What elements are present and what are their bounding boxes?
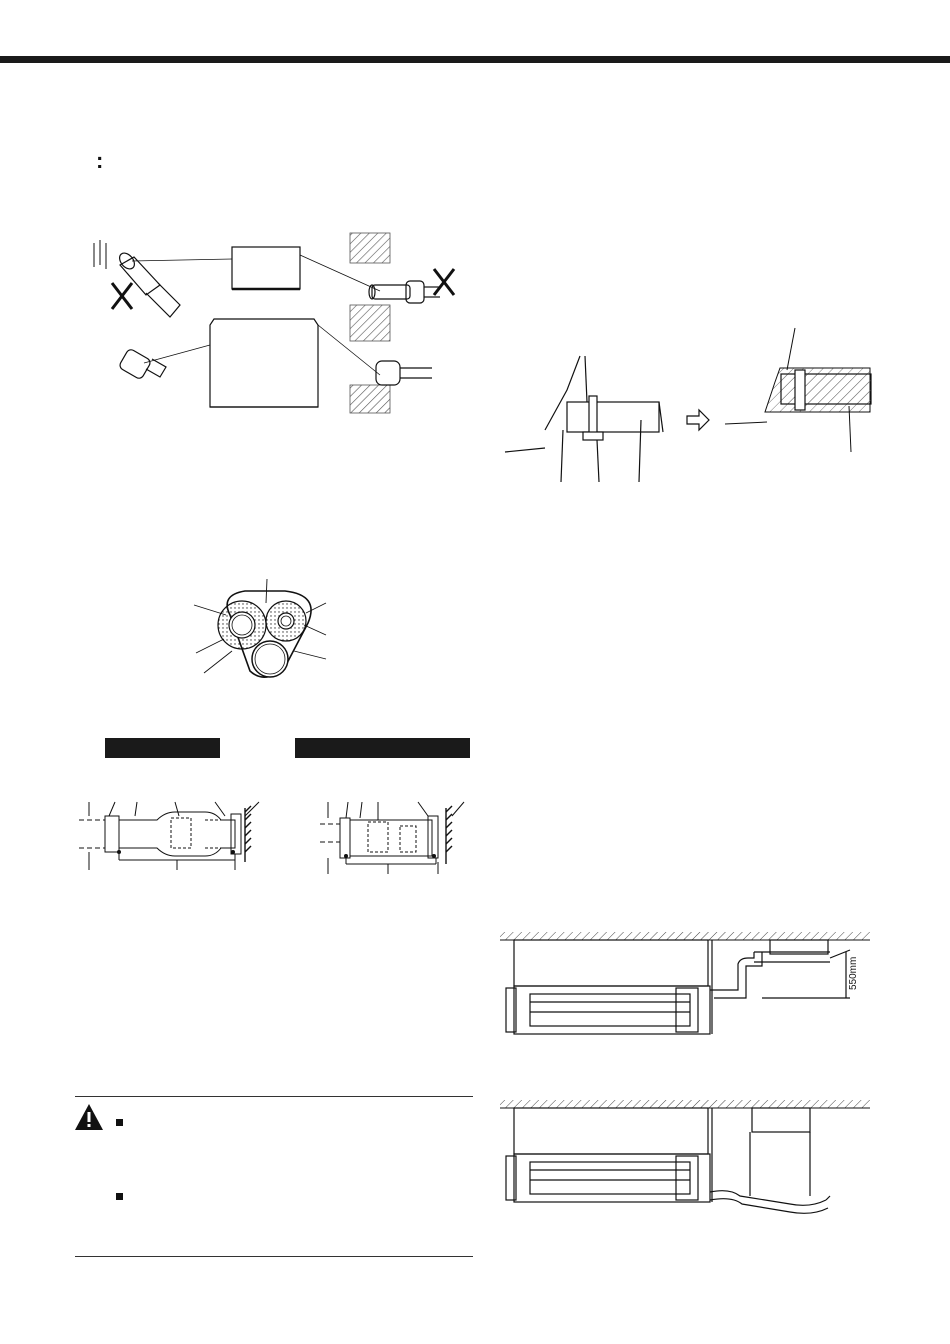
unit-drain-figure-bottom [500,1096,870,1226]
warning-triangle-icon [74,1103,104,1131]
warning-bullet-2 [116,1193,123,1200]
outline-arrow-right-icon [687,410,709,430]
wall-sealing-figure [505,320,885,490]
note-colon: : [96,148,104,173]
pipe-protection-figure [80,225,480,425]
pipe-capped-right [376,361,432,385]
wall-block-3 [350,385,390,413]
label-bar-left [105,738,220,758]
wall-block-1 [350,233,390,263]
warning-top-rule [75,1096,473,1097]
pipe-connection-figure-right [318,798,478,878]
pipe-end-capped [118,348,166,380]
header-bar [0,56,950,63]
dimension-label: 550mm [848,956,859,990]
wall-lines [94,240,106,269]
drain-pipe [252,641,288,677]
box-top [232,247,300,289]
wall-block-2 [350,305,390,341]
pipe-through-wall [369,281,440,303]
unit-drain-figure-top [500,928,870,1048]
pipe-connection-figure-left [75,798,265,876]
x-mark-icon [434,269,454,295]
pipe-bundle-figure [190,575,340,685]
warning-bottom-rule [75,1256,473,1257]
x-mark-icon [112,283,132,309]
warning-bullet-1 [116,1119,123,1126]
label-bar-right [295,738,470,758]
box-bottom [210,319,318,407]
